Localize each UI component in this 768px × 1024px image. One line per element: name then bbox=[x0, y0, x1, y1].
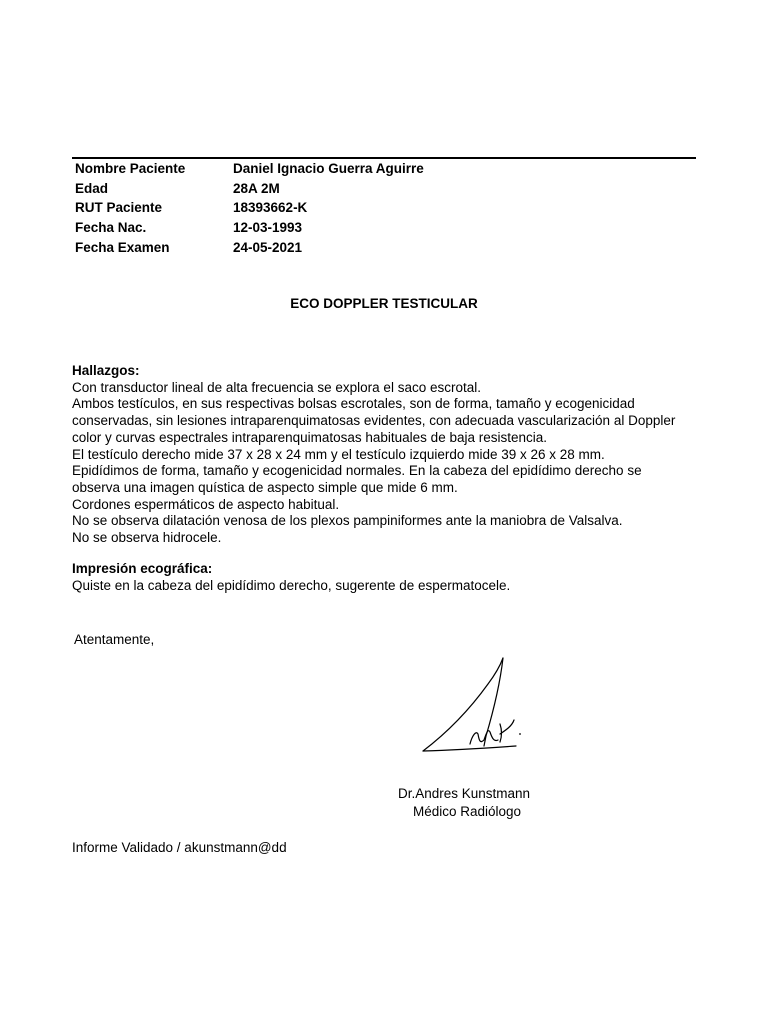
handwritten-signature bbox=[418, 654, 528, 763]
patient-row-name bbox=[75, 159, 424, 179]
patient-name-label: Nombre Paciente bbox=[75, 161, 186, 177]
exam-title: ECO DOPPLER TESTICULAR bbox=[290, 296, 478, 311]
findings-line: Con transductor lineal de alta frecuencia se explora el saco escrotal. bbox=[72, 379, 481, 395]
patient-row-rut bbox=[75, 198, 424, 218]
findings-line: El testículo derecho mide 37 x 28 x 24 mm y el testículo izquierdo mide 39 x 26 x 28 mm. bbox=[72, 446, 605, 462]
patient-rut-label: RUT Paciente bbox=[75, 200, 163, 216]
patient-age-label: Edad bbox=[75, 180, 109, 196]
patient-row-age bbox=[75, 179, 424, 199]
findings-heading: Hallazgos: bbox=[72, 363, 140, 378]
patient-row-exam-date bbox=[75, 237, 424, 257]
patient-name-value: Daniel Ignacio Guerra Aguirre bbox=[233, 161, 424, 177]
impression-text: Quiste en la cabeza del epidídimo derecho, sugerente de espermatocele. bbox=[72, 577, 511, 593]
findings-section bbox=[72, 363, 712, 547]
closing-salutation: Atentamente, bbox=[74, 632, 155, 647]
patient-info-table bbox=[75, 159, 424, 257]
findings-line: color y curvas espectrales intraparenquimatosas habituales de baja resistencia. bbox=[72, 429, 548, 445]
signer-role: Médico Radiólogo bbox=[413, 804, 522, 819]
signer-name: Dr.Andres Kunstmann bbox=[398, 786, 531, 801]
findings-line: Epidídimos de forma, tamaño y ecogenicidad normales. En la cabeza del epidídimo derecho se bbox=[72, 463, 642, 479]
patient-age-value: 28A 2M bbox=[233, 180, 280, 196]
findings-line: Ambos testículos, en sus respectivas bolsas escrotales, son de forma, tamaño y ecogenicidad bbox=[72, 396, 635, 412]
patient-birthdate-value: 12-03-1993 bbox=[233, 220, 303, 236]
signer-block bbox=[398, 785, 530, 821]
validation-note: Informe Validado / akunstmann@dd bbox=[72, 840, 287, 855]
patient-rut-value: 18393662-K bbox=[233, 200, 308, 216]
findings-line: conservadas, sin lesiones intraparenquimatosas evidentes, con adecuada vascularización al Doppler bbox=[72, 413, 676, 429]
patient-exam-date-value: 24-05-2021 bbox=[233, 239, 303, 255]
findings-line: No se observa hidrocele. bbox=[72, 530, 222, 546]
impression-section bbox=[72, 561, 712, 594]
findings-line: observa una imagen quística de aspecto simple que mide 6 mm. bbox=[72, 479, 458, 495]
patient-exam-date-label: Fecha Examen bbox=[75, 239, 170, 255]
findings-line: No se observa dilatación venosa de los plexos pampiniformes ante la maniobra de Valsalva. bbox=[72, 513, 623, 529]
findings-line: Cordones espermáticos de aspecto habitual. bbox=[72, 496, 340, 512]
patient-row-birthdate bbox=[75, 218, 424, 238]
impression-heading: Impresión ecográfica: bbox=[72, 561, 213, 576]
patient-birthdate-label: Fecha Nac. bbox=[75, 220, 147, 236]
